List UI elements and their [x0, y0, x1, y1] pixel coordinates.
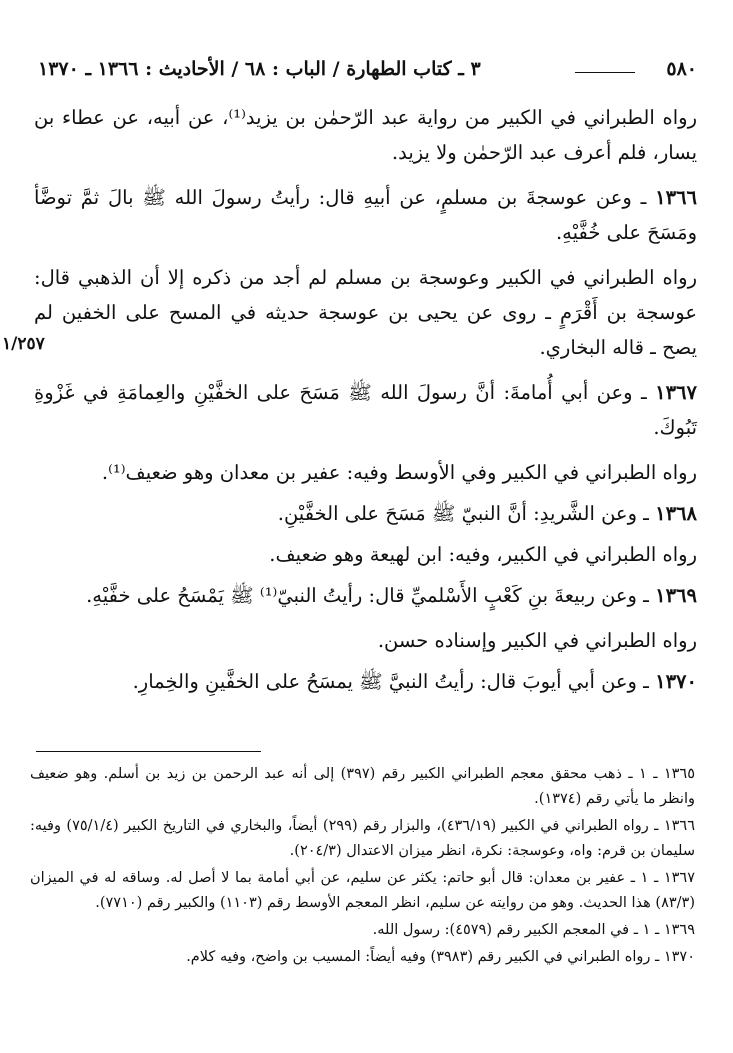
footnote: ١٣٦٦ ـ رواه الطبراني في الكبير (٤٣٦/١٩)، والبزار رقم (٢٩٩) أيضاً، والبخاري في التاريخ الكبير (٧٥/١/٤) وفيه: سليمان بن قرم: واه، وعوسجة: نكرة، انظر ميزان الاعتدال (٢٠٤/٣).: [30, 818, 696, 859]
hadith-number: ١٣٦٩: [655, 584, 697, 607]
hadith-number: ١٣٦٧: [655, 381, 697, 404]
report-paragraph: رواه الطبراني في الكبير، وفيه: ابن لهيعة وهو ضعيف.: [269, 543, 697, 566]
report-paragraph: رواه الطبراني في الكبير وفي الأوسط وفيه: عفير بن معدان وهو ضعيف⁽¹⁾.: [101, 461, 697, 484]
report-paragraph: رواه الطبراني في الكبير وإسناده حسن.: [377, 629, 697, 652]
footnote: ١٣٧٠ ـ رواه الطبراني في الكبير رقم (٣٩٨٣) وفيه أيضاً: المسيب بن واضح، وفيه كلام.: [186, 949, 695, 965]
hadith-paragraph: ١٣٦٨ ـ وعن الشَّريدِ: أنَّ النبيّ ﷺ مَسَحَ على الخفَّيْنِ.: [277, 502, 697, 525]
report-paragraph: رواه الطبراني في الكبير وعوسجة بن مسلم لم أجد من ذكره إلا أن الذهبي قال: عوسجة بن أَقْرَمٍ ـ روى عن يحيى بن عوسجة حديثه في المسح على الخفين لم يصح ـ قاله البخاري.: [34, 266, 697, 359]
hadith-paragraph: ١٣٦٧ ـ وعن أبي أُمامةَ: أنَّ رسولَ الله ﷺ مَسَحَ على الخفَّيْنِ والعِمامَةِ في غَزْوةِ تَبُوكَ.: [34, 381, 697, 439]
footnote-separator: [36, 751, 261, 752]
report-paragraph: رواه الطبراني في الكبير من رواية عبد الرّحمٰن بن يزيد⁽¹⁾، عن أبيه، عن عطاء بن يسار، فلم أعرف عبد الرّحمٰن ولا يزيد.: [34, 106, 697, 164]
chapter-title: ٣ ـ كتاب الطهارة / الباب : ٦٨ / الأحاديث : ١٣٦٦ ـ ١٣٧٠: [38, 58, 481, 80]
running-header: [38, 58, 697, 86]
hadith-paragraph: ١٣٦٦ ـ وعن عوسجةَ بن مسلمٍ، عن أبيهِ قال: رأيتُ رسولَ الله ﷺ بالَ ثمَّ توضَّأ ومَسَحَ على خُفَّيْهِ.: [34, 186, 697, 244]
footnote: ١٣٦٧ ـ ١ ـ عفير بن معدان: قال أبو حاتم: يكثر عن سليم، عن أبي أمامة بما لا أصل له. وساقه له في الميزان (٨٣/٣) هذا الحديث. وهو من روايته عن سليم، انظر المعجم الأوسط رقم (١١٠٣) والكبير رقم (٧٧١٠).: [30, 870, 695, 911]
hadith-paragraph: ١٣٦٩ ـ وعن ربيعةَ بنِ كَعْبٍ الأَسْلميِّ قال: رأيتُ النبيّ⁽¹⁾ ﷺ يَمْسَحُ على خفَّيْهِ.: [86, 584, 697, 607]
hadith-paragraph: ١٣٧٠ ـ وعن أبي أيوبَ قال: رأيتُ النبيَّ ﷺ يمسَحُ على الخفَّينِ والخِمارِ.: [132, 670, 697, 693]
hadith-number: ١٣٦٨: [655, 502, 697, 525]
main-text: [34, 100, 697, 709]
footnote: ١٣٦٥ ـ ١ ـ ذهب محقق معجم الطبراني الكبير رقم (٣٩٧) إلى أنه عبد الرحمن بن زيد بن أسلم. وهو ضعيف وانظر ما يأتي رقم (١٣٧٤).: [30, 766, 695, 807]
header-rule: [575, 72, 635, 73]
hadith-number: ١٣٧٠: [655, 670, 697, 693]
page-number: ٥٨٠: [666, 58, 697, 80]
footnote: ١٣٦٩ ـ ١ ـ في المعجم الكبير رقم (٤٥٧٩): رسول الله.: [372, 922, 695, 938]
hadith-number: ١٣٦٦: [655, 186, 697, 209]
margin-volume-page-note: ١/٢٥٧: [2, 334, 45, 354]
footnotes: [30, 762, 695, 972]
